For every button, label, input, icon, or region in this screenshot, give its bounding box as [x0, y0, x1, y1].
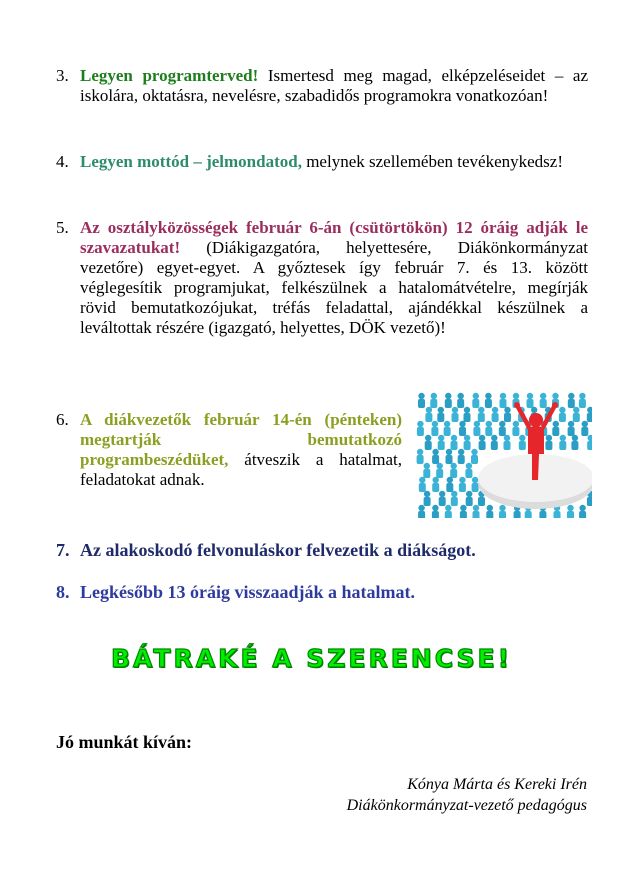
closing-wish: Jó munkát kíván: — [56, 732, 193, 752]
list-item-4 — [56, 152, 588, 172]
list-item-8 — [56, 582, 588, 602]
item-body — [80, 218, 588, 338]
item-highlight: Legyen mottód – jelmondatod, — [80, 152, 302, 171]
slogan-heading: BÁTRAKÉ A SZERENCSE! — [110, 644, 513, 673]
item-number: 3. — [56, 66, 69, 85]
item-highlight: Az alakoskodó felvonuláskor felvezetik a diákságot. — [80, 540, 476, 560]
item-number: 8. — [56, 582, 70, 602]
signature-role: Diákönkormányzat-vezető pedagógus — [346, 797, 587, 814]
item-number: 6. — [56, 410, 69, 429]
item-body — [80, 410, 402, 490]
signature-block — [347, 774, 587, 816]
list-item-6 — [56, 410, 402, 490]
list-item-7 — [56, 540, 588, 560]
item-number: 5. — [56, 218, 69, 237]
item-body — [80, 540, 588, 560]
leader-crowd-illustration — [416, 388, 592, 518]
item-number: 4. — [56, 152, 69, 171]
item-text: Ismertesd meg magad, elképzeléseidet – az iskolára, oktatásra, nevelésre, szabadidős programokra vonatkozóan! — [80, 66, 588, 105]
list-item-5 — [56, 218, 588, 338]
item-highlight: A diákvezetők február 14-én (pénteken) megtartják bemutatkozó programbeszédüket, — [80, 410, 402, 469]
item-highlight: Az osztályközösségek február 6-án (csütörtökön) 12 óráig adják le szavazatukat! — [80, 218, 588, 257]
item-body — [80, 152, 588, 172]
item-text: átveszik a hatalmat, feladatokat adnak. — [80, 450, 402, 489]
item-highlight: Legyen programterved! — [80, 66, 259, 85]
item-highlight: Legkésőbb 13 óráig visszaadják a hatalmat. — [80, 582, 416, 602]
signature-names: Kónya Márta és Kereki Irén — [407, 776, 587, 793]
item-body — [80, 582, 588, 602]
item-text: (Diákigazgatóra, helyettesére, Diákönkormányzat vezetőre) egyet-egyet. A győztesek így február 7. és 13. között véglegesítik programjukat, felkészülnek a hatalomátvételre, megírják rövid bemutatkozójukat, tréfás feladattal, ajándékkal készülnek a leváltottak részére (igazgató, helyettes, DÖK vezető)! — [80, 238, 588, 337]
item-number: 7. — [56, 540, 70, 560]
list-item-3 — [56, 66, 588, 106]
item-text: melynek szellemében tevékenykedsz! — [301, 152, 563, 171]
item-body — [80, 66, 588, 106]
